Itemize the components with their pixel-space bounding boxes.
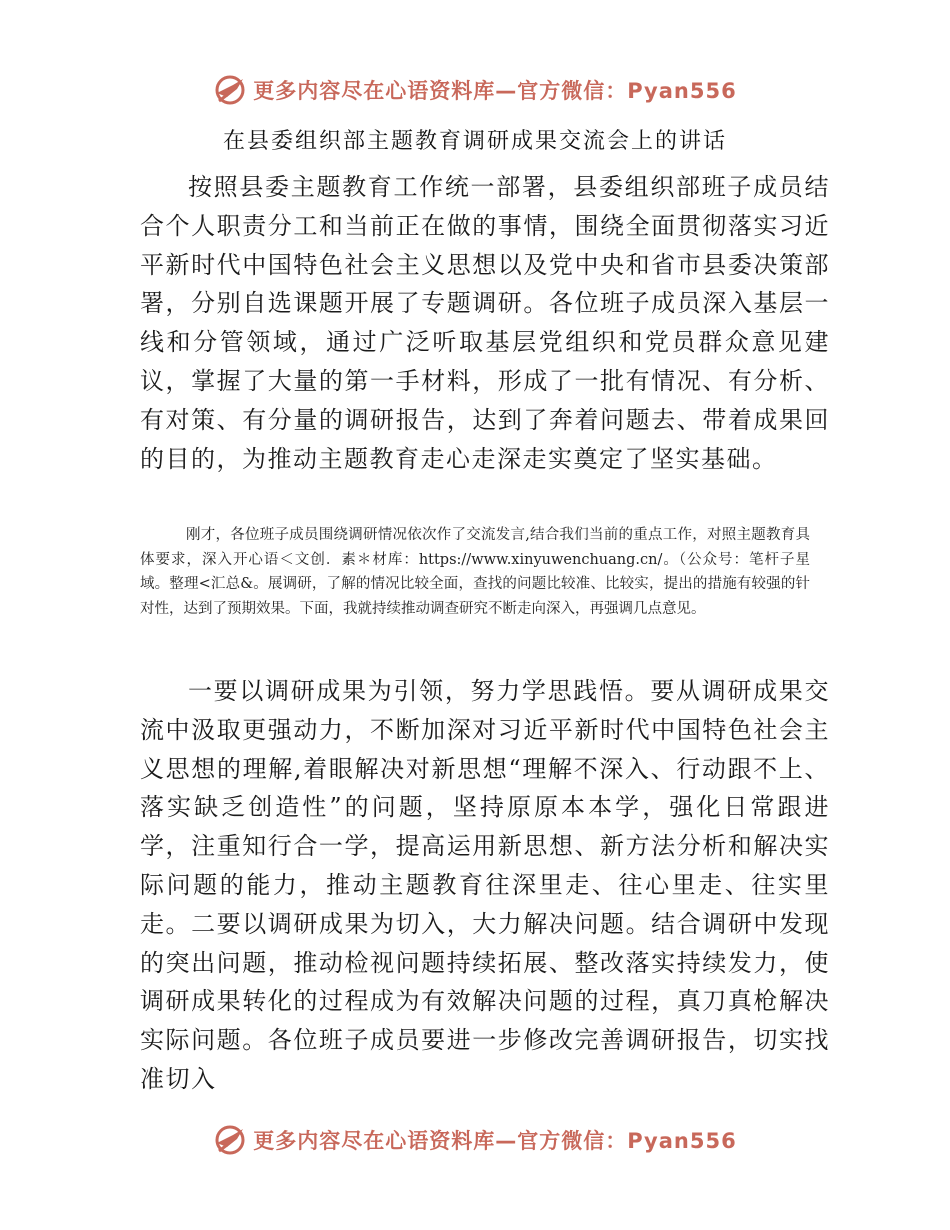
banner-text: 更多内容尽在心语资料库—官方微信：Pyan556 [253, 79, 737, 103]
footer-banner [0, 1120, 950, 1160]
pen-logo-icon [213, 73, 247, 107]
paragraph-small-print: 刚才，各位班子成员围绕调研情况依次作了交流发言,结合我们当前的重点工作，对照主题教育具体要求，深入开心语＜文创．素＊材库：https://www.xinyuwenchuang.cn/。（公众号：笔杆子星域。整理<汇总&。展调研，了解的情况比较全面，查找的问题比较准、比较实，提出的措施有较强的针对性，达到了预期效果。下面，我就持续推动调查研究不断走向深入，再强调几点意见。 [140, 527, 810, 617]
pen-logo-icon [213, 1123, 247, 1157]
banner-text: 更多内容尽在心语资料库—官方微信：Pyan556 [253, 1129, 737, 1153]
header-banner [0, 70, 950, 110]
document-title: 在县委组织部主题教育调研成果交流会上的讲话 [222, 129, 727, 154]
paragraph-intro: 按照县委主题教育工作统一部署，县委组织部班子成员结合个人职责分工和当前正在做的事情，围绕全面贯彻落实习近平新时代中国特色社会主义思想以及党中央和省市县委决策部署，分别自选课题开展了专题调研。各位班子成员深入基层一线和分管领域，通过广泛听取基层党组织和党员群众意见建议，掌握了大量的第一手材料，形成了一批有情况、有分析、有对策、有分量的调研报告，达到了奔着问题去、带着成果回的目的，为推动主题教育走心走深走实奠定了坚实基础。 [140, 173, 830, 473]
paragraph-points: 一要以调研成果为引领，努力学思践悟。要从调研成果交流中汲取更强动力，不断加深对习近平新时代中国特色社会主义思想的理解,着眼解决对新思想“理解不深入、行动跟不上、落实缺乏创造性”的问题，坚持原原本本学，强化日常跟进学，注重知行合一学，提高运用新思想、新方法分析和解决实际问题的能力，推动主题教育往深里走、往心里走、往实里走。二要以调研成果为切入，大力解决问题。结合调研中发现的突出问题，推动检视问题持续拓展、整改落实持续发力，使调研成果转化的过程成为有效解决问题的过程，真刀真枪解决实际问题。各位班子成员要进一步修改完善调研报告，切实找准切入 [140, 677, 830, 1093]
